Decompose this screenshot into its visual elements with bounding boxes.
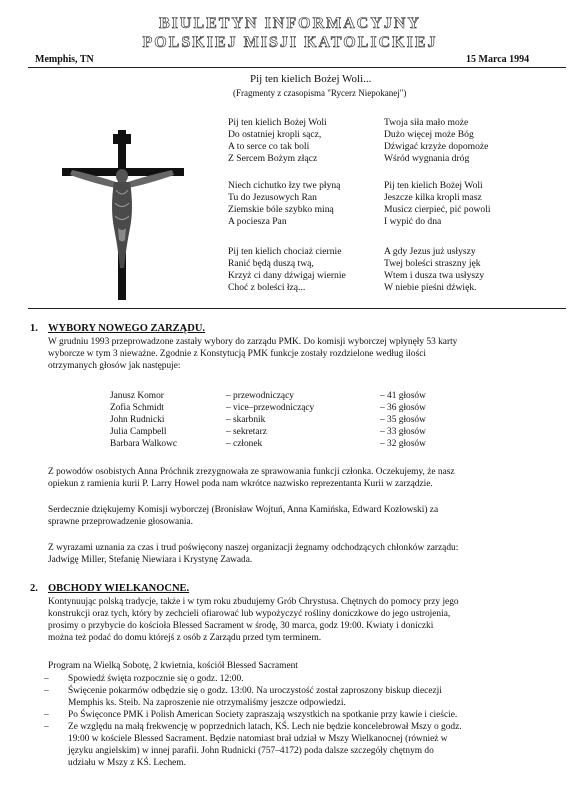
poem-divider xyxy=(28,308,566,309)
poem-title: Pij ten kielich Bożej Woli... xyxy=(250,73,372,85)
header-date: 15 Marca 1994 xyxy=(466,54,530,65)
vote-role: – członek xyxy=(226,439,263,449)
poem-line: Tu do Jezusowych Ran xyxy=(228,192,317,203)
vote-role: – sekretarz xyxy=(226,427,267,437)
vote-count: – 32 głosów xyxy=(380,439,426,449)
poem-line: Twoja siła mało może xyxy=(384,117,469,128)
poem-line: Pij ten kielich chociaż ciernie xyxy=(228,246,342,257)
program-title: Program na Wielką Sobotę, 2 kwietnia, kościół Blessed Sacrament xyxy=(48,661,298,671)
section1-para3 xyxy=(48,504,438,528)
poem-line: Pij ten kielich Bożej Woli xyxy=(228,117,327,128)
poem-right-stanza-2 xyxy=(384,180,491,228)
vote-name: Janusz Komor xyxy=(110,391,164,401)
text-line: konstrukcji oraz tych, który by zechcieli ofiarować lub wypożyczyć rośliny doniczkowe do jego ustrojenia, xyxy=(48,609,451,619)
text-line: Ze względu na małą frekwencję w poprzednich latach, KŚ. Lech nie będzie koncelebrował Mszy o godz. xyxy=(68,722,462,732)
poem-line: A pociesza Pan xyxy=(228,216,287,227)
vote-role: – vice–przewodniczący xyxy=(226,403,315,413)
text-line: Święcenie pokarmów odbędzie się o godz. 13:00. Na uroczystość został zaproszony biskup diecezji xyxy=(68,686,442,696)
text-line: wyborcze w tym 3 nieważne. Zgodnie z Konstytucją PMK funkcje zostały rozdzielone według ilości xyxy=(48,349,427,359)
poem-line: Jeszcze kilka kropli masz xyxy=(384,192,482,203)
vote-names xyxy=(110,390,177,450)
program-list xyxy=(44,673,564,769)
vote-role: – przewodniczący xyxy=(226,391,294,401)
poem-line: Musicz cierpieć, pić powoli xyxy=(384,204,491,215)
poem-line: Choć z boleści łzą... xyxy=(228,282,306,293)
vote-count: – 41 głosów xyxy=(380,391,426,401)
vote-roles xyxy=(226,390,314,450)
vote-role: – skarbnik xyxy=(226,415,266,425)
poem-line: Do ostatniej kropli sącz, xyxy=(228,129,322,140)
section2-intro xyxy=(48,596,459,644)
dash-bullet: – xyxy=(44,722,49,732)
text-line: sprawne przeprowadzenie głosowania. xyxy=(48,517,193,527)
text-line: Kontynuując polską tradycje, także i w tym roku zbudujemy Grób Chrystusa. Chętnych do pomocy przy jego xyxy=(48,597,459,607)
text-line: Jadwigę Miller, Stefanię Niewiara i Krystynę Zawada. xyxy=(48,555,253,565)
vote-name: John Rudnicki xyxy=(110,415,165,425)
text-line: prosimy o przybycie do kościoła Blessed Sacrament w środę, 30 marca, godz 19:00. Kwiaty i doniczki xyxy=(48,621,434,631)
poem-left-stanza-3 xyxy=(228,246,346,294)
poem-line: Niech cichutko łzy twe płyną xyxy=(228,180,341,191)
text-line: Spowiedź święta rozpocznie się o godz. 12:00. xyxy=(68,674,244,684)
dash-bullet: – xyxy=(44,686,49,696)
text-line: Memphis ks. Steib. Na zaproszenie nie otrzymaliśmy jeszcze odpowiedzi. xyxy=(68,698,346,708)
masthead-line1: BIULETYN INFORMACYJNY xyxy=(158,15,421,32)
poem-right-stanza-1 xyxy=(384,117,488,165)
header-divider xyxy=(28,67,566,68)
poem-subtitle: (Fragmenty z czasopisma "Rycerz Niepokanej") xyxy=(233,88,407,98)
program-item xyxy=(44,685,564,709)
section1-number: 1. xyxy=(30,323,38,334)
vote-counts xyxy=(380,390,426,450)
text-line: Po Święconce PMK i Polish American Society zapraszają wszystkich na spotkanie przy kawie i cieście. xyxy=(68,710,458,720)
section1-intro xyxy=(48,336,457,372)
section2-heading: OBCHODY WIELKANOCNE. xyxy=(48,583,190,594)
poem-line: Wśród wygnania dróg xyxy=(384,153,470,164)
poem-line: Pij ten kielich Bożej Woli xyxy=(384,180,483,191)
crucifix-icon xyxy=(58,128,188,303)
poem-left-stanza-2 xyxy=(228,180,340,228)
poem-line: A gdy Jezus już usłyszy xyxy=(384,246,476,257)
text-line: języku angielskim) w innej parafii. John Rudnicki (757–4172) poda dalsze szczegóły chętnym do xyxy=(68,746,434,756)
poem-line: Wtem i dusza twa usłyszy xyxy=(384,270,485,281)
dash-bullet: – xyxy=(44,674,49,684)
header-city: Memphis, TN xyxy=(35,54,94,65)
text-line: opiekun z ramienia kurii P. Larry Howel poda nam wkrótce nazwisko reprezentanta Kurii w zarządzie. xyxy=(48,479,433,489)
poem-line: Ziemskie bóle szybko miną xyxy=(228,204,334,215)
text-line: Z wyrazami uznania za czas i trud poświęcony naszej organizacji żegnamy odchodzących chłonków zarządu: xyxy=(48,543,459,553)
text-line: W grudniu 1993 przeprowadzone zastały wybory do zarządu PMK. Do komisji wyborczej wpłynęły 53 karty xyxy=(48,337,458,347)
text-line: 19:00 w kościele Blessed Sacrament. Będzie natomiast brał udział w Mszy Wielkanocnej (również w xyxy=(68,734,448,744)
section1-para4 xyxy=(48,542,458,566)
section1-heading: WYBORY NOWEGO ZARZĄDU. xyxy=(48,323,206,334)
vote-count: – 33 głosów xyxy=(380,427,426,437)
program-item xyxy=(44,709,564,721)
poem-line: Krzyż ci dany dźwigaj wiernie xyxy=(228,270,346,281)
vote-count: – 36 głosów xyxy=(380,403,426,413)
vote-count: – 35 głosów xyxy=(380,415,426,425)
program-item xyxy=(44,673,564,685)
section1-para2 xyxy=(48,466,455,490)
poem-line: Twej boleści straszny jęk xyxy=(384,258,481,269)
poem-line: A to serce co tak boli xyxy=(228,141,310,152)
dash-bullet: – xyxy=(44,710,49,720)
text-line: Serdecznie dziękujemy Komisji wyborczej (Bronisław Wojtuń, Anna Kamińska, Edward Kozłowski) za xyxy=(48,505,439,515)
text-line: udziału w Mszy z KŚ. Lechem. xyxy=(68,758,186,768)
vote-name: Julia Campbell xyxy=(110,427,167,437)
poem-left-stanza-1 xyxy=(228,117,327,165)
poem-line: Z Sercem Bożym złącz xyxy=(228,153,318,164)
program-item xyxy=(44,721,564,769)
poem-right-stanza-3 xyxy=(384,246,484,294)
poem-line: W niebie pieśni dźwięk. xyxy=(384,282,477,293)
vote-name: Zofia Schmidt xyxy=(110,403,164,413)
text-line: otrzymanych głosów jak następuje: xyxy=(48,361,181,371)
section2-number: 2. xyxy=(30,583,38,594)
poem-line: Dźwigać krzyże dopomoże xyxy=(384,141,489,152)
text-line: Z powodów osobistych Anna Próchnik zrezygnowała ze sprawowania funkcji członka. Oczekujemy, że nasz xyxy=(48,467,455,477)
masthead xyxy=(0,14,580,52)
vote-name: Barbara Walkowc xyxy=(110,439,178,449)
text-line: można też podać do domu którejś z osób z Zarządu przed tym terminem. xyxy=(48,633,322,643)
poem-line: I wypić do dna xyxy=(384,216,442,227)
masthead-line2: POLSKIEJ MISJI KATOLICKIEJ xyxy=(142,34,438,51)
poem-line: Ranić będą duszą twą, xyxy=(228,258,314,269)
poem-line: Dużo więcej może Bóg xyxy=(384,129,474,140)
